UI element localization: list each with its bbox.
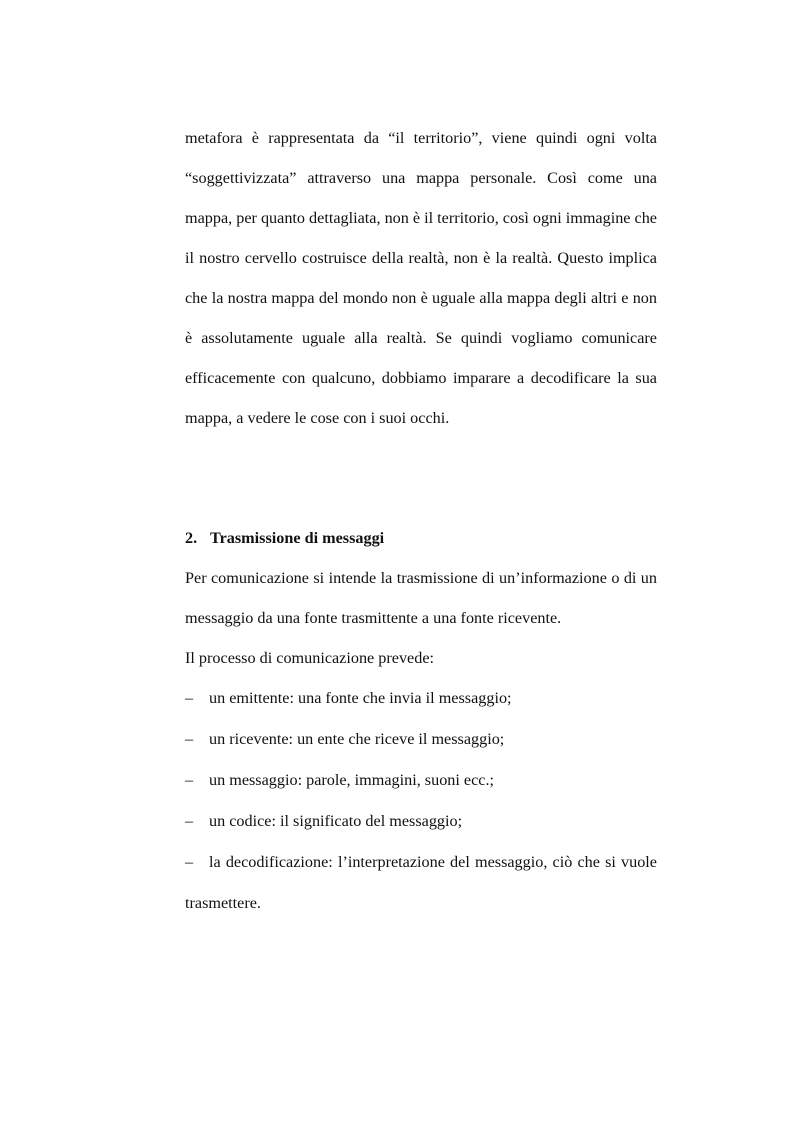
list-marker: – <box>185 730 194 748</box>
section-number: 2. <box>185 529 198 547</box>
list-item-text: un codice: il significato del messaggio; <box>209 812 463 830</box>
list-intro: Il processo di comunicazione prevede: <box>185 649 435 667</box>
section-title: Trasmissione di messaggi <box>210 529 385 547</box>
continuation-paragraph: metafora è rappresentata da “il territorio”, viene quindi ogni volta “soggettivizzata” attraverso una mappa personale. Così come una mappa, per quanto dettagliata, non è il territorio, così ogni immagine che il nostro cervello costruisce della realtà, non è la realtà. Questo implica che la nostra mappa del mondo non è uguale alla mappa degli altri e non è assolutamente uguale alla realtà. Se quindi vogliamo comunicare efficacemente con qualcuno, dobbiamo imparare a decodificare la sua mappa, a vedere le cose con i suoi occhi. <box>185 129 657 427</box>
process-list <box>185 678 657 924</box>
list-marker: – <box>185 853 194 871</box>
list-item-text: un emittente: una fonte che invia il messaggio; <box>209 689 512 707</box>
list-item <box>185 801 657 842</box>
definition-paragraph: Per comunicazione si intende la trasmissione di un’informazione o di un messaggio da una fonte trasmittente a una fonte ricevente. <box>185 569 657 627</box>
list-item <box>185 719 657 760</box>
list-marker: – <box>185 689 194 707</box>
list-item <box>185 760 657 801</box>
list-marker: – <box>185 771 194 789</box>
list-marker: – <box>185 812 194 830</box>
section-heading <box>185 518 657 558</box>
list-item <box>185 842 657 924</box>
text-column <box>185 118 657 924</box>
list-item <box>185 678 657 719</box>
list-item-text: un messaggio: parole, immagini, suoni ecc.; <box>209 771 495 789</box>
list-item-text: la decodificazione: l’interpretazione del messaggio, ciò che si vuole trasmettere. <box>185 853 657 912</box>
list-item-text: un ricevente: un ente che riceve il messaggio; <box>209 730 505 748</box>
